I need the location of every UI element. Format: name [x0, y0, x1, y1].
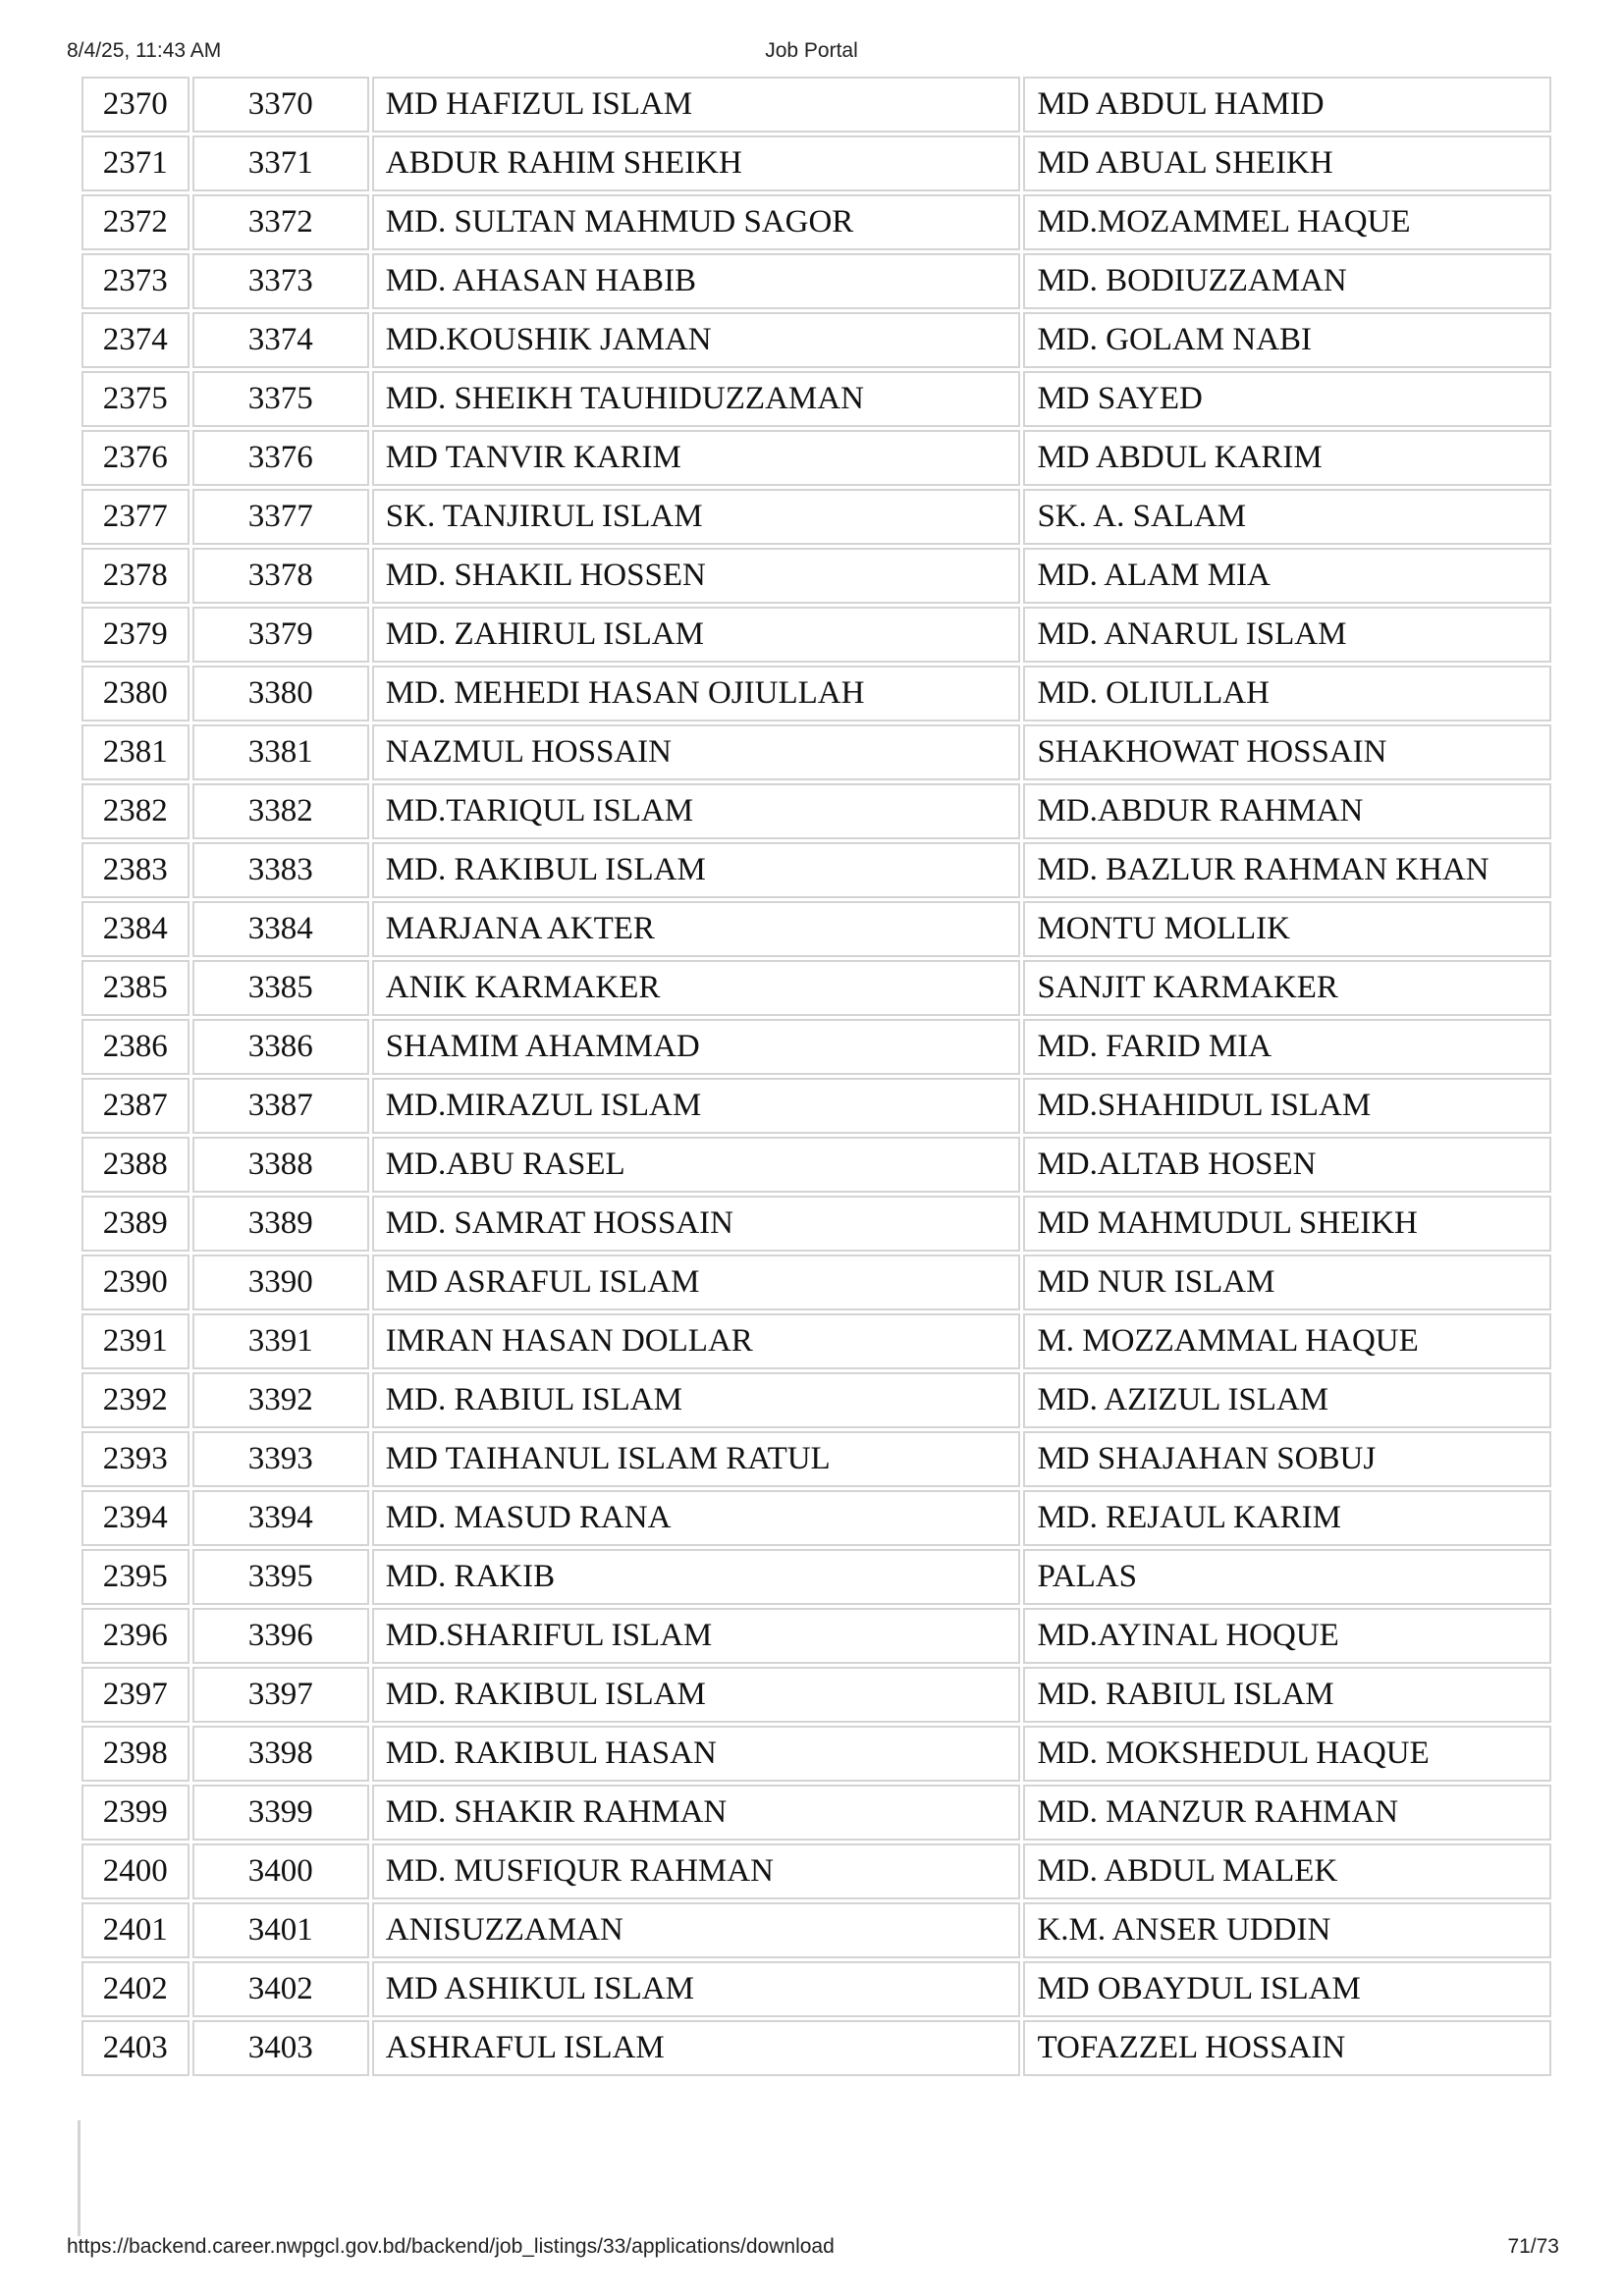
table-row [81, 1608, 1551, 1664]
roll-cell: 3402 [192, 1961, 369, 2017]
roll-cell: 3378 [192, 548, 369, 604]
roll-cell: 3398 [192, 1726, 369, 1782]
serial-cell: 2397 [81, 1667, 189, 1723]
applicant-name-cell: MD. SAMRAT HOSSAIN [372, 1196, 1021, 1252]
roll-cell: 3403 [192, 2020, 369, 2076]
print-url: https://backend.career.nwpgcl.gov.bd/backend/job_listings/33/applications/download [67, 2235, 835, 2258]
table-row [81, 1549, 1551, 1605]
father-name-cell: MD. FARID MIA [1023, 1019, 1551, 1075]
roll-cell: 3397 [192, 1667, 369, 1723]
table-row [81, 1255, 1551, 1310]
table-row [81, 194, 1551, 250]
serial-cell: 2376 [81, 430, 189, 486]
table-row [81, 77, 1551, 133]
roll-cell: 3396 [192, 1608, 369, 1664]
roll-cell: 3370 [192, 77, 369, 133]
roll-cell: 3390 [192, 1255, 369, 1310]
applicant-name-cell: NAZMUL HOSSAIN [372, 724, 1021, 780]
table-row [81, 901, 1551, 957]
table-row [81, 783, 1551, 839]
applicant-name-cell: MD. RAKIBUL ISLAM [372, 842, 1021, 898]
roll-cell: 3399 [192, 1785, 369, 1841]
father-name-cell: SK. A. SALAM [1023, 489, 1551, 545]
applicant-name-cell: MD TAIHANUL ISLAM RATUL [372, 1431, 1021, 1487]
table-row [81, 1667, 1551, 1723]
serial-cell: 2379 [81, 607, 189, 663]
applicant-name-cell: MD. RAKIBUL ISLAM [372, 1667, 1021, 1723]
serial-cell: 2398 [81, 1726, 189, 1782]
father-name-cell: PALAS [1023, 1549, 1551, 1605]
table-continuation-border [78, 2120, 81, 2236]
applications-table [79, 74, 1554, 2079]
applicant-name-cell: MD. AHASAN HABIB [372, 253, 1021, 309]
applicant-name-cell: ASHRAFUL ISLAM [372, 2020, 1021, 2076]
table-row [81, 1785, 1551, 1841]
serial-cell: 2383 [81, 842, 189, 898]
table-row [81, 960, 1551, 1016]
father-name-cell: MD. BAZLUR RAHMAN KHAN [1023, 842, 1551, 898]
table-row [81, 1313, 1551, 1369]
table-row [81, 1137, 1551, 1193]
applicant-name-cell: MD. MEHEDI HASAN OJIULLAH [372, 666, 1021, 721]
serial-cell: 2387 [81, 1078, 189, 1134]
table-row [81, 1490, 1551, 1546]
father-name-cell: SHAKHOWAT HOSSAIN [1023, 724, 1551, 780]
roll-cell: 3393 [192, 1431, 369, 1487]
father-name-cell: MD. MOKSHEDUL HAQUE [1023, 1726, 1551, 1782]
serial-cell: 2394 [81, 1490, 189, 1546]
serial-cell: 2386 [81, 1019, 189, 1075]
roll-cell: 3375 [192, 371, 369, 427]
serial-cell: 2373 [81, 253, 189, 309]
roll-cell: 3380 [192, 666, 369, 721]
roll-cell: 3401 [192, 1902, 369, 1958]
applicant-name-cell: MD. RAKIB [372, 1549, 1021, 1605]
father-name-cell: MONTU MOLLIK [1023, 901, 1551, 957]
table-row [81, 135, 1551, 191]
print-page-title: Job Portal [765, 39, 858, 62]
applicant-name-cell: MD TANVIR KARIM [372, 430, 1021, 486]
serial-cell: 2396 [81, 1608, 189, 1664]
table-row [81, 1431, 1551, 1487]
father-name-cell: MD.ABDUR RAHMAN [1023, 783, 1551, 839]
roll-cell: 3394 [192, 1490, 369, 1546]
father-name-cell: MD. MANZUR RAHMAN [1023, 1785, 1551, 1841]
print-page-number: 71/73 [1507, 2235, 1559, 2258]
serial-cell: 2402 [81, 1961, 189, 2017]
roll-cell: 3385 [192, 960, 369, 1016]
table-row [81, 1961, 1551, 2017]
roll-cell: 3371 [192, 135, 369, 191]
father-name-cell: MD.AYINAL HOQUE [1023, 1608, 1551, 1664]
father-name-cell: MD SAYED [1023, 371, 1551, 427]
serial-cell: 2371 [81, 135, 189, 191]
roll-cell: 3386 [192, 1019, 369, 1075]
father-name-cell: MD. ANARUL ISLAM [1023, 607, 1551, 663]
applications-table-container [79, 74, 1554, 2079]
father-name-cell: MD. BODIUZZAMAN [1023, 253, 1551, 309]
applicant-name-cell: MARJANA AKTER [372, 901, 1021, 957]
applicant-name-cell: IMRAN HASAN DOLLAR [372, 1313, 1021, 1369]
roll-cell: 3374 [192, 312, 369, 368]
roll-cell: 3400 [192, 1843, 369, 1899]
serial-cell: 2370 [81, 77, 189, 133]
applications-table-body [81, 77, 1551, 2076]
applicant-name-cell: MD HAFIZUL ISLAM [372, 77, 1021, 133]
father-name-cell: MD.ALTAB HOSEN [1023, 1137, 1551, 1193]
applicant-name-cell: MD. SHAKIR RAHMAN [372, 1785, 1021, 1841]
print-datetime: 8/4/25, 11:43 AM [67, 39, 222, 62]
roll-cell: 3382 [192, 783, 369, 839]
roll-cell: 3379 [192, 607, 369, 663]
table-row [81, 1019, 1551, 1075]
serial-cell: 2374 [81, 312, 189, 368]
father-name-cell: TOFAZZEL HOSSAIN [1023, 2020, 1551, 2076]
table-row [81, 1372, 1551, 1428]
serial-cell: 2381 [81, 724, 189, 780]
father-name-cell: MD ABUAL SHEIKH [1023, 135, 1551, 191]
serial-cell: 2380 [81, 666, 189, 721]
father-name-cell: MD. RABIUL ISLAM [1023, 1667, 1551, 1723]
applicant-name-cell: MD. SULTAN MAHMUD SAGOR [372, 194, 1021, 250]
serial-cell: 2390 [81, 1255, 189, 1310]
table-row [81, 1902, 1551, 1958]
roll-cell: 3372 [192, 194, 369, 250]
applicant-name-cell: MD. ZAHIRUL ISLAM [372, 607, 1021, 663]
applicant-name-cell: MD ASHIKUL ISLAM [372, 1961, 1021, 2017]
table-row [81, 489, 1551, 545]
table-row [81, 548, 1551, 604]
table-row [81, 2020, 1551, 2076]
applicant-name-cell: MD.ABU RASEL [372, 1137, 1021, 1193]
table-row [81, 607, 1551, 663]
serial-cell: 2399 [81, 1785, 189, 1841]
father-name-cell: MD. OLIULLAH [1023, 666, 1551, 721]
table-row [81, 724, 1551, 780]
serial-cell: 2375 [81, 371, 189, 427]
father-name-cell: MD OBAYDUL ISLAM [1023, 1961, 1551, 2017]
table-row [81, 312, 1551, 368]
applicant-name-cell: ABDUR RAHIM SHEIKH [372, 135, 1021, 191]
serial-cell: 2382 [81, 783, 189, 839]
serial-cell: 2385 [81, 960, 189, 1016]
serial-cell: 2372 [81, 194, 189, 250]
print-footer [0, 2235, 1623, 2274]
table-row [81, 253, 1551, 309]
father-name-cell: MD. ABDUL MALEK [1023, 1843, 1551, 1899]
roll-cell: 3373 [192, 253, 369, 309]
father-name-cell: MD. AZIZUL ISLAM [1023, 1372, 1551, 1428]
roll-cell: 3381 [192, 724, 369, 780]
roll-cell: 3377 [192, 489, 369, 545]
father-name-cell: MD SHAJAHAN SOBUJ [1023, 1431, 1551, 1487]
father-name-cell: SANJIT KARMAKER [1023, 960, 1551, 1016]
father-name-cell: MD.SHAHIDUL ISLAM [1023, 1078, 1551, 1134]
applicant-name-cell: SHAMIM AHAMMAD [372, 1019, 1021, 1075]
applicant-name-cell: MD.MIRAZUL ISLAM [372, 1078, 1021, 1134]
serial-cell: 2391 [81, 1313, 189, 1369]
table-row [81, 430, 1551, 486]
table-row [81, 1196, 1551, 1252]
applicant-name-cell: SK. TANJIRUL ISLAM [372, 489, 1021, 545]
serial-cell: 2400 [81, 1843, 189, 1899]
serial-cell: 2392 [81, 1372, 189, 1428]
applicant-name-cell: MD ASRAFUL ISLAM [372, 1255, 1021, 1310]
table-row [81, 1726, 1551, 1782]
applicant-name-cell: ANISUZZAMAN [372, 1902, 1021, 1958]
father-name-cell: MD ABDUL HAMID [1023, 77, 1551, 133]
father-name-cell: MD. ALAM MIA [1023, 548, 1551, 604]
table-row [81, 371, 1551, 427]
print-header [0, 39, 1623, 79]
table-row [81, 1843, 1551, 1899]
father-name-cell: M. MOZZAMMAL HAQUE [1023, 1313, 1551, 1369]
serial-cell: 2377 [81, 489, 189, 545]
applicant-name-cell: MD. MUSFIQUR RAHMAN [372, 1843, 1021, 1899]
applicant-name-cell: MD. RABIUL ISLAM [372, 1372, 1021, 1428]
father-name-cell: MD.MOZAMMEL HAQUE [1023, 194, 1551, 250]
roll-cell: 3376 [192, 430, 369, 486]
table-row [81, 842, 1551, 898]
applicant-name-cell: MD.TARIQUL ISLAM [372, 783, 1021, 839]
applicant-name-cell: MD.KOUSHIK JAMAN [372, 312, 1021, 368]
applicant-name-cell: MD. SHAKIL HOSSEN [372, 548, 1021, 604]
table-row [81, 1078, 1551, 1134]
roll-cell: 3383 [192, 842, 369, 898]
table-row [81, 666, 1551, 721]
roll-cell: 3392 [192, 1372, 369, 1428]
serial-cell: 2388 [81, 1137, 189, 1193]
roll-cell: 3395 [192, 1549, 369, 1605]
serial-cell: 2389 [81, 1196, 189, 1252]
roll-cell: 3387 [192, 1078, 369, 1134]
father-name-cell: MD. REJAUL KARIM [1023, 1490, 1551, 1546]
father-name-cell: MD NUR ISLAM [1023, 1255, 1551, 1310]
applicant-name-cell: MD. SHEIKH TAUHIDUZZAMAN [372, 371, 1021, 427]
applicant-name-cell: MD. RAKIBUL HASAN [372, 1726, 1021, 1782]
roll-cell: 3384 [192, 901, 369, 957]
serial-cell: 2384 [81, 901, 189, 957]
serial-cell: 2393 [81, 1431, 189, 1487]
applicant-name-cell: MD.SHARIFUL ISLAM [372, 1608, 1021, 1664]
father-name-cell: MD MAHMUDUL SHEIKH [1023, 1196, 1551, 1252]
roll-cell: 3388 [192, 1137, 369, 1193]
roll-cell: 3391 [192, 1313, 369, 1369]
serial-cell: 2395 [81, 1549, 189, 1605]
father-name-cell: MD. GOLAM NABI [1023, 312, 1551, 368]
applicant-name-cell: MD. MASUD RANA [372, 1490, 1021, 1546]
father-name-cell: K.M. ANSER UDDIN [1023, 1902, 1551, 1958]
serial-cell: 2403 [81, 2020, 189, 2076]
applicant-name-cell: ANIK KARMAKER [372, 960, 1021, 1016]
serial-cell: 2401 [81, 1902, 189, 1958]
father-name-cell: MD ABDUL KARIM [1023, 430, 1551, 486]
roll-cell: 3389 [192, 1196, 369, 1252]
serial-cell: 2378 [81, 548, 189, 604]
